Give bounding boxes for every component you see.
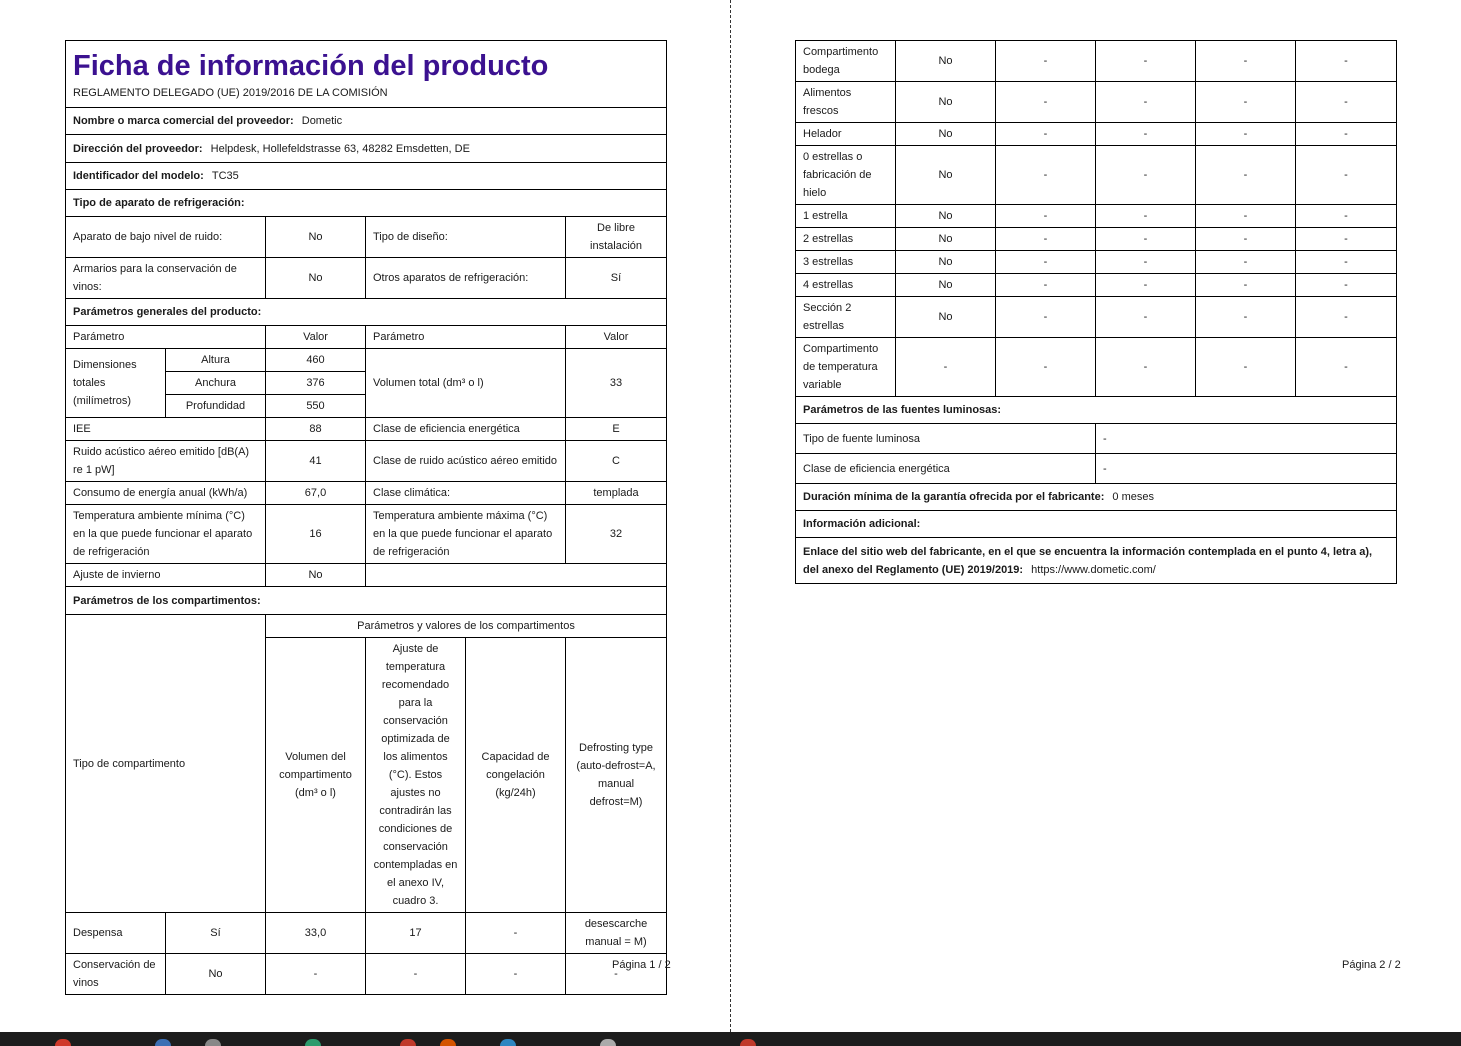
comp-row-value: - bbox=[996, 205, 1096, 228]
light-type-value: - bbox=[1096, 424, 1397, 454]
comp-row-value: - bbox=[1196, 123, 1296, 146]
wine-cabinet-label: Armarios para la conservación de vinos: bbox=[66, 258, 266, 299]
energy-class-label: Clase de eficiencia energética bbox=[366, 418, 566, 441]
comp-row-value: - bbox=[1096, 297, 1196, 338]
low-noise-value: No bbox=[266, 217, 366, 258]
comp-row-value: - bbox=[1296, 146, 1397, 205]
max-temp-label: Temperatura ambiente máxima (°C) en la que puede funcionar el aparato de refrigeración bbox=[366, 505, 566, 564]
annual-energy-label: Consumo de energía anual (kWh/a) bbox=[66, 482, 266, 505]
comp-row-value: - bbox=[1296, 274, 1397, 297]
comp-row-value: - bbox=[1196, 82, 1296, 123]
comp-row-value: - bbox=[996, 297, 1096, 338]
climate-class-label: Clase climática: bbox=[366, 482, 566, 505]
width-value: 376 bbox=[266, 372, 366, 395]
min-temp-value: 16 bbox=[266, 505, 366, 564]
comp-row-name: Compartimento bodega bbox=[796, 41, 896, 82]
eei-label: IEE bbox=[66, 418, 266, 441]
app-icon[interactable] bbox=[400, 1039, 416, 1046]
total-volume-value: 33 bbox=[566, 349, 667, 418]
eei-value: 88 bbox=[266, 418, 366, 441]
other-appliances-label: Otros aparatos de refrigeración: bbox=[366, 258, 566, 299]
supplier-value: Dometic bbox=[301, 115, 343, 127]
comp-row-value: - bbox=[996, 338, 1096, 397]
comp-row-value: - bbox=[1196, 297, 1296, 338]
total-volume-label: Volumen total (dm³ o l) bbox=[366, 349, 566, 418]
wine-cabinet-value: No bbox=[266, 258, 366, 299]
max-temp-value: 32 bbox=[566, 505, 667, 564]
compartments-heading: Parámetros de los compartimentos: bbox=[66, 587, 667, 615]
comp-row-name: 2 estrellas bbox=[796, 228, 896, 251]
comp-row-value: - bbox=[1196, 338, 1296, 397]
comp-header-freezing: Capacidad de congelación (kg/24h) bbox=[466, 638, 566, 913]
comp-row-value: - bbox=[996, 41, 1096, 82]
comp-row-value: - bbox=[466, 954, 566, 995]
comp-row-value: - bbox=[1196, 251, 1296, 274]
comp-row-value: - bbox=[1296, 228, 1397, 251]
address-label: Dirección del proveedor: bbox=[73, 142, 203, 155]
page-number-2: Página 2 / 2 bbox=[1342, 959, 1401, 971]
noise-label: Ruido acústico aéreo emitido [dB(A) re 1 pW] bbox=[66, 441, 266, 482]
comp-header-volume: Volumen del compartimento (dm³ o l) bbox=[266, 638, 366, 913]
app-icon[interactable] bbox=[740, 1039, 756, 1046]
taskbar bbox=[0, 1032, 1461, 1046]
comp-row-value: - bbox=[1196, 205, 1296, 228]
comp-row-value: desescarche manual = M) bbox=[566, 913, 667, 954]
website-label: Enlace del sitio web del fabricante, en el que se encuentra la información contemplada en el punto 4, letra a), del anexo del Reglamento (UE) 2019/2019: bbox=[803, 545, 1373, 576]
supplier-label: Nombre o marca comercial del proveedor: bbox=[73, 115, 294, 127]
winter-label: Ajuste de invierno bbox=[66, 564, 266, 587]
comp-row-name: 3 estrellas bbox=[796, 251, 896, 274]
comp-row-value: - bbox=[996, 123, 1096, 146]
value-col-header: Valor bbox=[266, 326, 366, 349]
warranty-value: 0 meses bbox=[1112, 491, 1154, 503]
website-row bbox=[796, 538, 1397, 584]
comp-row-value: - bbox=[1196, 41, 1296, 82]
product-info-sheet-table-continued bbox=[795, 40, 1397, 584]
winter-value: No bbox=[266, 564, 366, 587]
comp-row-present: Sí bbox=[166, 913, 266, 954]
comp-row-name: Compartimento de temperatura variable bbox=[796, 338, 896, 397]
appliance-type-heading: Tipo de aparato de refrigeración: bbox=[66, 190, 667, 217]
comp-row-value: - bbox=[1296, 205, 1397, 228]
comp-row-value: - bbox=[996, 228, 1096, 251]
comp-row-value: No bbox=[896, 297, 996, 338]
model-label: Identificador del modelo: bbox=[73, 170, 204, 182]
comp-header-temp-setting: Ajuste de temperatura recomendado para la conservación optimizada de los alimentos (°C). Estos ajustes no contradirán las condiciones de conservación contempladas en el anexo IV, cuadro 3. bbox=[366, 638, 466, 913]
website-link[interactable]: https://www.dometic.com/ bbox=[1031, 563, 1156, 576]
app-icon[interactable] bbox=[205, 1039, 221, 1046]
app-icon[interactable] bbox=[500, 1039, 516, 1046]
comp-row-value: No bbox=[896, 228, 996, 251]
page-1 bbox=[0, 0, 728, 1032]
comp-row-value: - bbox=[996, 274, 1096, 297]
comp-row-value: No bbox=[896, 123, 996, 146]
app-icon[interactable] bbox=[440, 1039, 456, 1046]
min-temp-label: Temperatura ambiente mínima (°C) en la que puede funcionar el aparato de refrigeración bbox=[66, 505, 266, 564]
comp-row-value: No bbox=[896, 274, 996, 297]
comp-row-value: - bbox=[1296, 41, 1397, 82]
comp-row-name: Alimentos frescos bbox=[796, 82, 896, 123]
light-class-value: - bbox=[1096, 454, 1397, 484]
additional-info-heading: Información adicional: bbox=[796, 511, 1397, 538]
model-row bbox=[66, 163, 667, 190]
comp-row-name: 4 estrellas bbox=[796, 274, 896, 297]
comp-header-defrost: Defrosting type (auto-defrost=A, manual defrost=M) bbox=[566, 638, 667, 913]
light-source-heading: Parámetros de las fuentes luminosas: bbox=[796, 397, 1397, 424]
comp-row-value: - bbox=[1296, 251, 1397, 274]
warranty-row bbox=[796, 484, 1397, 511]
regulation-subtitle: REGLAMENTO DELEGADO (UE) 2019/2016 DE LA COMISIÓN bbox=[73, 86, 388, 99]
general-params-heading: Parámetros generales del producto: bbox=[66, 299, 667, 326]
height-label: Altura bbox=[166, 349, 266, 372]
comp-row-value: - bbox=[366, 954, 466, 995]
comp-row-value: - bbox=[1096, 228, 1196, 251]
comp-row-name: Sección 2 estrellas bbox=[796, 297, 896, 338]
comp-row-value: - bbox=[566, 954, 667, 995]
other-appliances-value: Sí bbox=[566, 258, 667, 299]
value-col-header-2: Valor bbox=[566, 326, 667, 349]
empty-cell bbox=[366, 564, 667, 587]
comp-row-value: - bbox=[1196, 228, 1296, 251]
comp-row-value: - bbox=[1196, 146, 1296, 205]
noise-value: 41 bbox=[266, 441, 366, 482]
compartment-type-label: Tipo de compartimento bbox=[66, 615, 266, 913]
model-value: TC35 bbox=[211, 170, 239, 182]
page-divider bbox=[730, 0, 731, 1032]
comp-row-value: No bbox=[896, 205, 996, 228]
comp-row-name: 0 estrellas o fabricación de hielo bbox=[796, 146, 896, 205]
climate-class-value: templada bbox=[566, 482, 667, 505]
comp-row-value: No bbox=[896, 251, 996, 274]
comp-row-value: - bbox=[466, 913, 566, 954]
compartment-params-label: Parámetros y valores de los compartimentos bbox=[266, 615, 667, 638]
comp-row-value: - bbox=[1296, 82, 1397, 123]
dimensions-label: Dimensiones totales (milímetros) bbox=[66, 349, 166, 418]
comp-row-value: - bbox=[896, 338, 996, 397]
comp-row-value: No bbox=[896, 82, 996, 123]
address-value: Helpdesk, Hollefeldstrasse 63, 48282 Emsdetten, DE bbox=[210, 142, 470, 155]
light-class-label: Clase de eficiencia energética bbox=[796, 454, 1096, 484]
app-icon[interactable] bbox=[155, 1039, 171, 1046]
comp-row-value: 33,0 bbox=[266, 913, 366, 954]
comp-row-value: No bbox=[896, 146, 996, 205]
title-block bbox=[66, 41, 667, 108]
comp-row-value: - bbox=[1196, 274, 1296, 297]
supplier-row bbox=[66, 108, 667, 135]
comp-row-value: 17 bbox=[366, 913, 466, 954]
comp-row-value: - bbox=[1096, 205, 1196, 228]
comp-row-value: - bbox=[1096, 146, 1196, 205]
param-col-header-2: Parámetro bbox=[366, 326, 566, 349]
comp-row-value: - bbox=[996, 251, 1096, 274]
comp-row-value: No bbox=[896, 41, 996, 82]
comp-row-value: - bbox=[1096, 274, 1196, 297]
comp-row-value: - bbox=[996, 146, 1096, 205]
noise-class-value: C bbox=[566, 441, 667, 482]
energy-class-value: E bbox=[566, 418, 667, 441]
comp-row-name: Conservación de vinos bbox=[66, 954, 166, 995]
design-type-value: De libre instalación bbox=[566, 217, 667, 258]
param-col-header: Parámetro bbox=[66, 326, 266, 349]
warranty-label: Duración mínima de la garantía ofrecida por el fabricante: bbox=[803, 491, 1105, 503]
noise-class-label: Clase de ruido acústico aéreo emitido bbox=[366, 441, 566, 482]
comp-row-value: - bbox=[1096, 82, 1196, 123]
light-type-label: Tipo de fuente luminosa bbox=[796, 424, 1096, 454]
comp-row-value: - bbox=[1096, 123, 1196, 146]
comp-row-value: - bbox=[996, 82, 1096, 123]
comp-row-value: - bbox=[1296, 297, 1397, 338]
comp-row-value: - bbox=[1096, 338, 1196, 397]
comp-row-value: - bbox=[1096, 251, 1196, 274]
comp-row-value: - bbox=[1296, 338, 1397, 397]
depth-label: Profundidad bbox=[166, 395, 266, 418]
annual-energy-value: 67,0 bbox=[266, 482, 366, 505]
comp-row-value: - bbox=[266, 954, 366, 995]
app-icon[interactable] bbox=[600, 1039, 616, 1046]
address-row bbox=[66, 135, 667, 163]
comp-row-name: 1 estrella bbox=[796, 205, 896, 228]
design-type-label: Tipo de diseño: bbox=[366, 217, 566, 258]
comp-row-name: Helador bbox=[796, 123, 896, 146]
comp-row-value: - bbox=[1296, 123, 1397, 146]
document-title: Ficha de información del producto bbox=[73, 49, 549, 82]
app-icon[interactable] bbox=[305, 1039, 321, 1046]
product-info-sheet-table bbox=[65, 40, 667, 995]
low-noise-label: Aparato de bajo nivel de ruido: bbox=[66, 217, 266, 258]
height-value: 460 bbox=[266, 349, 366, 372]
depth-value: 550 bbox=[266, 395, 366, 418]
app-icon[interactable] bbox=[55, 1039, 71, 1046]
comp-row-present: No bbox=[166, 954, 266, 995]
comp-row-name: Despensa bbox=[66, 913, 166, 954]
comp-row-value: - bbox=[1096, 41, 1196, 82]
width-label: Anchura bbox=[166, 372, 266, 395]
page-number: Página 1 / 2 bbox=[612, 959, 671, 971]
